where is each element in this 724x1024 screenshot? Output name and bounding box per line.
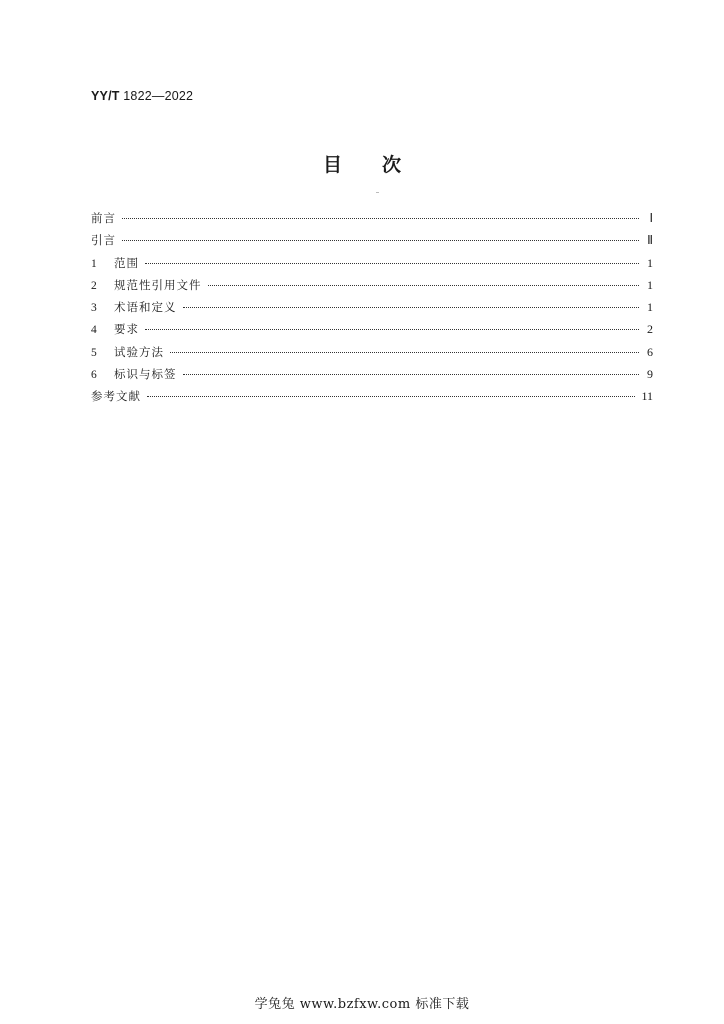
- toc-entry-label: 引言: [91, 233, 116, 248]
- toc-leader-dots: [183, 307, 640, 308]
- toc-entry-label: 标识与标签: [114, 367, 177, 382]
- toc-title-char-1: 目: [322, 154, 342, 176]
- toc-entry[interactable]: [91, 366, 653, 388]
- toc-entry-page: 1: [647, 277, 653, 292]
- toc-leader-dots: [183, 374, 640, 375]
- toc-entry-number: 5: [91, 346, 97, 359]
- toc-entry-label: 术语和定义: [114, 300, 177, 315]
- toc-leader-dots: [170, 352, 639, 353]
- standard-prefix: YY/T: [91, 89, 120, 103]
- toc-leader-dots: [122, 240, 639, 241]
- toc-entry[interactable]: [91, 388, 653, 410]
- scan-speck: [376, 192, 379, 193]
- toc-entry[interactable]: [91, 277, 653, 299]
- toc-entry-page: 11: [641, 389, 653, 404]
- standard-number: 1822—2022: [123, 89, 194, 103]
- toc-entry-number: 2: [91, 279, 97, 292]
- toc-entry-page: 2: [647, 322, 653, 337]
- toc-entry-label: 试验方法: [114, 344, 164, 359]
- toc-entry-page: 6: [647, 344, 653, 359]
- toc-entry-label: 范围: [114, 255, 139, 270]
- standard-code: [91, 89, 193, 103]
- toc-entry-page: 1: [647, 300, 653, 315]
- toc-entry-number: 1: [91, 257, 97, 270]
- toc-leader-dots: [208, 285, 640, 286]
- toc-leader-dots: [145, 329, 639, 330]
- toc-entry[interactable]: [91, 299, 653, 321]
- toc-entry[interactable]: [91, 344, 653, 366]
- toc-title-char-2: 次: [382, 154, 402, 176]
- toc-entry[interactable]: [91, 210, 653, 232]
- toc-entry[interactable]: [91, 255, 653, 277]
- toc-entry-page: Ⅱ: [647, 233, 653, 248]
- toc-entry[interactable]: [91, 321, 653, 343]
- toc-entry-number: 6: [91, 369, 97, 382]
- toc-entry[interactable]: [91, 232, 653, 254]
- toc-entry-label: 参考文献: [91, 389, 141, 404]
- table-of-contents: [91, 210, 653, 411]
- toc-title: [0, 150, 724, 177]
- toc-leader-dots: [145, 263, 639, 264]
- toc-entry-page: 9: [647, 367, 653, 382]
- toc-entry-label: 规范性引用文件: [114, 277, 202, 292]
- toc-entry-number: 4: [91, 324, 97, 337]
- toc-entry-label: 要求: [114, 322, 139, 337]
- toc-entry-number: 3: [91, 302, 97, 315]
- toc-entry-page: 1: [647, 255, 653, 270]
- toc-entry-label: 前言: [91, 211, 116, 225]
- footer-watermark: 学兔兔 www.bzfxw.com 标准下载: [254, 997, 470, 1012]
- toc-entry-page: Ⅰ: [649, 211, 653, 225]
- toc-leader-dots: [122, 218, 639, 219]
- toc-leader-dots: [147, 396, 635, 397]
